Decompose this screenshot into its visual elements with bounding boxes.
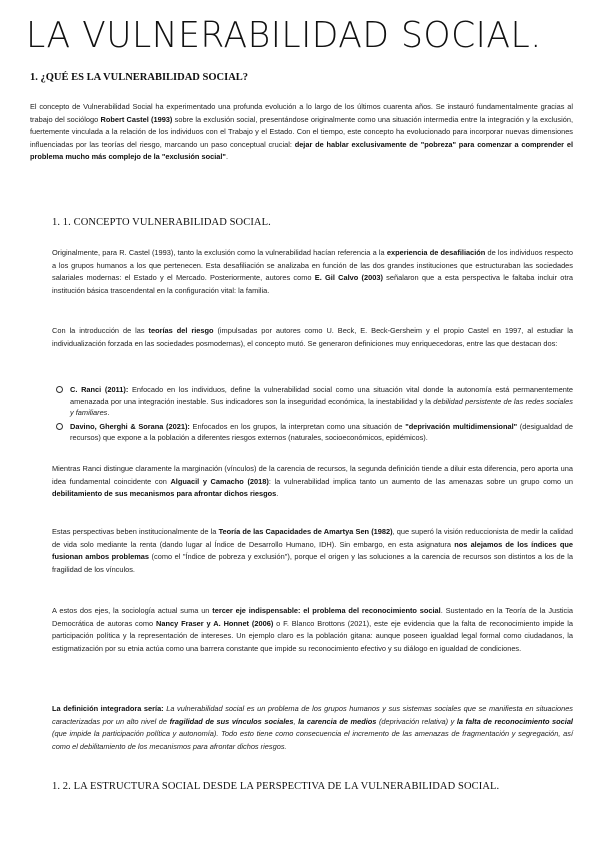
list-item: Davino, Gherghi & Sorana (2021): Enfocados en los grupos, la interpretan como una situación de "deprivación multidimensional" (desigualdad de recursos) que expone a la población a diferentes riesgos externos (naturales, socioeconómicos, epidémicos). xyxy=(52,421,573,444)
definitions-list xyxy=(52,384,573,446)
paragraph-intro: El concepto de Vulnerabilidad Social ha experimentado una profunda evolución a lo largo de los últimos cuarenta años. Se instauró fundamentalmente gracias al trabajo del sociólogo Robert Castel (1993) sobre la exclusión social, presentándose originalmente como una situación intermedia entre la integración y la exclusión, fuertemente vinculada a la relación de los individuos con el Trabajo y el Estado. Con el tiempo, este concepto ha evolucionado para incorporar nuevas dimensiones influenciadas por las teorías del riesgo, marcando un paso conceptual crucial: dejar de hablar exclusivamente de "pobreza" para comenzar a comprender el problema mucho más complejo de la "exclusión social". xyxy=(30,102,573,161)
paragraph-integrated-definition: La definición integradora sería: La vulnerabilidad social es un problema de los grupos humanos y sus sistemas sociales que se manifiesta en situaciones caracterizadas por un alto nivel de fragilidad de sus vínculos sociales, la carencia de medios (deprivación relativa) y la falta de reconocimiento social (que impide la participación política y autonomía). Todo esto tiene como consecuencia el incremento de las amenazas de fragmentación y segregación, así como el debilitamiento de los mecanismos para afrontar dichos riesgos. xyxy=(52,704,573,751)
section-heading-1: 1. ¿QUÉ ES LA VULNERABILIDAD SOCIAL? xyxy=(30,72,249,83)
list-item: C. Ranci (2011): Enfocado en los individuos, define la vulnerabilidad social como una situación vital donde la autonomía está permanentemente amenazada por una integración inestable. Sus indicadores son la inseguridad económica, la inestabilidad y la debilidad persistente de las redes sociales y familiares. xyxy=(52,384,573,419)
paragraph-castel: Originalmente, para R. Castel (1993), tanto la exclusión como la vulnerabilidad hacían referencia a la experiencia de desafiliación de los individuos respecto a los grupos humanos a los que pertenecen. Esta desafiliación se analizaba en función de las dos grandes instituciones que estructuraban las sociedades salariales modernas: el Estado y el Mercado. Posteriormente, autores como E. Gil Calvo (2003) señalaron que a esta perspectiva le faltaba incluir otra institución básica trascendental en la configuración vital: la familia. xyxy=(52,248,573,295)
paragraph-risk-theories: Con la introducción de las teorías del riesgo (impulsadas por autores como U. Beck, E. Beck-Gersheim y el propio Castel en 1997, al estudiar la individualización forzada en las sociedades posmodernas), el concepto mutó. Se generaron definiciones muy enriquecedoras, entre las que destacan dos: xyxy=(52,326,573,348)
paragraph-amartya-sen: Estas perspectivas beben institucionalmente de la Teoría de las Capacidades de Amartya Sen (1982), que superó la visión reduccionista de medir la calidad de vida solo mediante la renta (dando lugar al Índice de Desarrollo Humano, IDH). Sin embargo, en esta asignatura nos alejamos de los índices que fusionan ambos problemas (como el "Índice de pobreza y exclusión"), porque el origen y las soluciones a la carencia de recursos son distintos a los de la fragilidad de los vínculos. xyxy=(52,527,573,574)
subsection-heading-1-1: 1. 1. CONCEPTO VULNERABILIDAD SOCIAL. xyxy=(52,217,271,228)
paragraph-ranci-comparison: Mientras Ranci distingue claramente la marginación (vínculos) de la carencia de recursos, la segunda definición tiende a diluir esta diferencia, pero aporta una idea fundamental coincidente con Alguacil y Camacho (2018): la vulnerabilidad implica tanto un aumento de las amenazas sobre un grupo como un debilitamiento de sus mecanismos para afrontar dichos riesgos. xyxy=(52,464,574,498)
subsection-heading-1-2: 1. 2. LA ESTRUCTURA SOCIAL DESDE LA PERSPECTIVA DE LA VULNERABILIDAD SOCIAL. xyxy=(52,781,500,792)
paragraph-recognition: A estos dos ejes, la sociología actual suma un tercer eje indispensable: el problema del reconocimiento social. Sustentado en la Teoría de la Justicia Democrática de autoras como Nancy Fraser y A. Honnet (2006) o F. Blanco Brottons (2021), este eje evidencia que la falta de reconocimiento impide la participación política y la representación de intereses. Un ejemplo claro es la población gitana: aunque poseen igualdad legal formal como ciudadanos, la estigmatización por su etnia actúa como una barrera constante que impide su reconocimiento efectivo y su diálogo en igualdad de condiciones. xyxy=(52,606,574,653)
circle-bullet-icon xyxy=(56,423,63,430)
circle-bullet-icon xyxy=(56,386,63,393)
document-title: LA VULNERABILIDAD SOCIAL. xyxy=(26,15,542,56)
